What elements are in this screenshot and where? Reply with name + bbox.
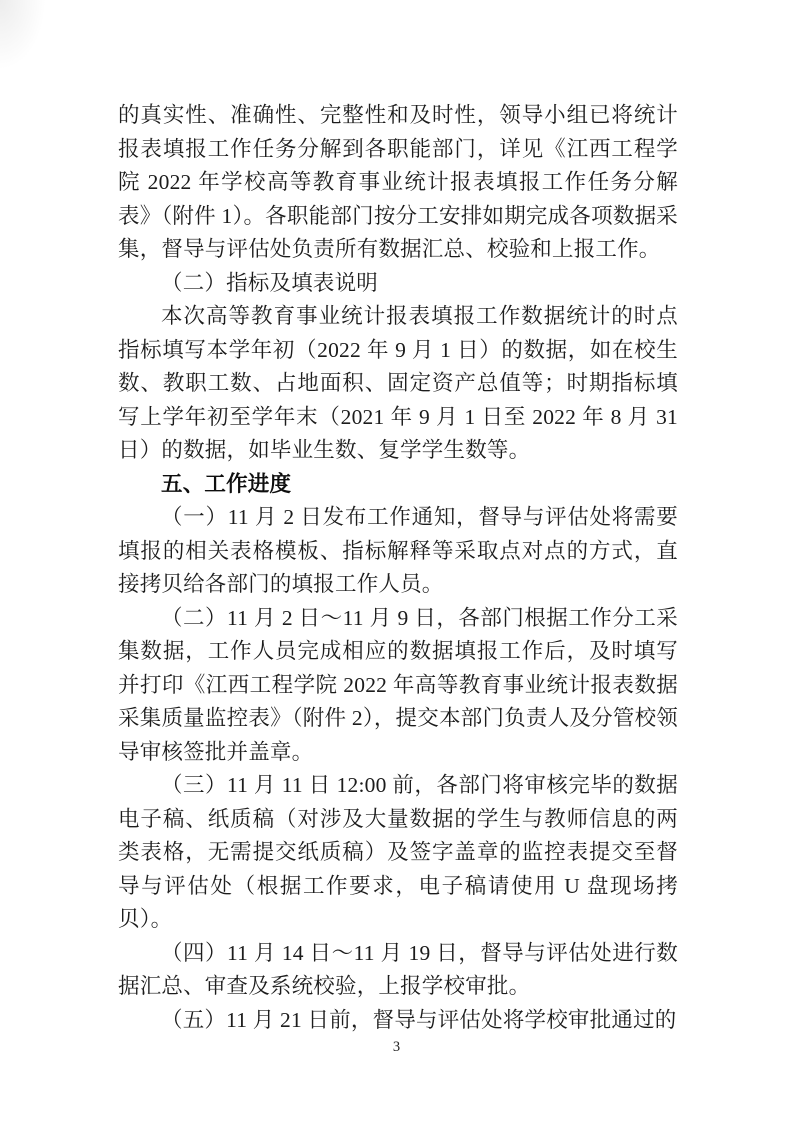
paragraph-step-5: （五）11 月 21 日前，督导与评估处将学校审批通过的 bbox=[161, 1007, 677, 1032]
paragraph-indicator-explanation: 本次高等教育事业统计报表填报工作数据统计的时点指标填写本学年初（2022 年 9 月 1 日）的数据，如在校生数、教职工数、占地面积、固定资产总值等；时期指标填写上学年初至学年末（2021 年 9 月 1 日至 2022 年 8 月 31 日）的数据，如毕业生数、复学学生数等。 bbox=[118, 304, 678, 462]
scan-corner-shade bbox=[0, 0, 46, 70]
paragraph-step-3: （三）11 月 11 日 12:00 前，各部门将审核完毕的数据电子稿、纸质稿（对涉及大量数据的学生与教师信息的两类表格，无需提交纸质稿）及签字盖章的监控表提交至督导与评估处（根据工作要求，电子稿请使用 U 盘现场拷贝）。 bbox=[118, 773, 678, 931]
document-body bbox=[118, 99, 678, 1037]
paragraph-step-4: （四）11 月 14 日～11 月 19 日，督导与评估处进行数据汇总、审查及系统校验，上报学校审批。 bbox=[118, 940, 678, 998]
paragraph-continuation: 的真实性、准确性、完整性和及时性，领导小组已将统计报表填报工作任务分解到各职能部门，详见《江西工程学院 2022 年学校高等教育事业统计报表填报工作任务分解表》（附件 1）。各职能部门按分工安排如期完成各项数据采集，督导与评估处负责所有数据汇总、校验和上报工作。 bbox=[118, 103, 678, 261]
page-number: 3 bbox=[392, 1039, 401, 1055]
subsection-heading-2: （二）指标及填表说明 bbox=[161, 270, 379, 295]
paragraph-step-2: （二）11 月 2 日～11 月 9 日，各部门根据工作分工采集数据，工作人员完成相应的数据填报工作后，及时填写并打印《江西工程学院 2022 年高等教育事业统计报表数据采集质量监控表》（附件 2），提交本部门负责人及分管校领导审核签批并盖章。 bbox=[118, 605, 678, 764]
section-heading-5-work-schedule: 五、工作进度 bbox=[161, 471, 292, 496]
paragraph-step-1: （一）11 月 2 日发布工作通知，督导与评估处将需要填报的相关表格模板、指标解释等采取点对点的方式，直接拷贝给各部门的填报工作人员。 bbox=[118, 505, 678, 596]
